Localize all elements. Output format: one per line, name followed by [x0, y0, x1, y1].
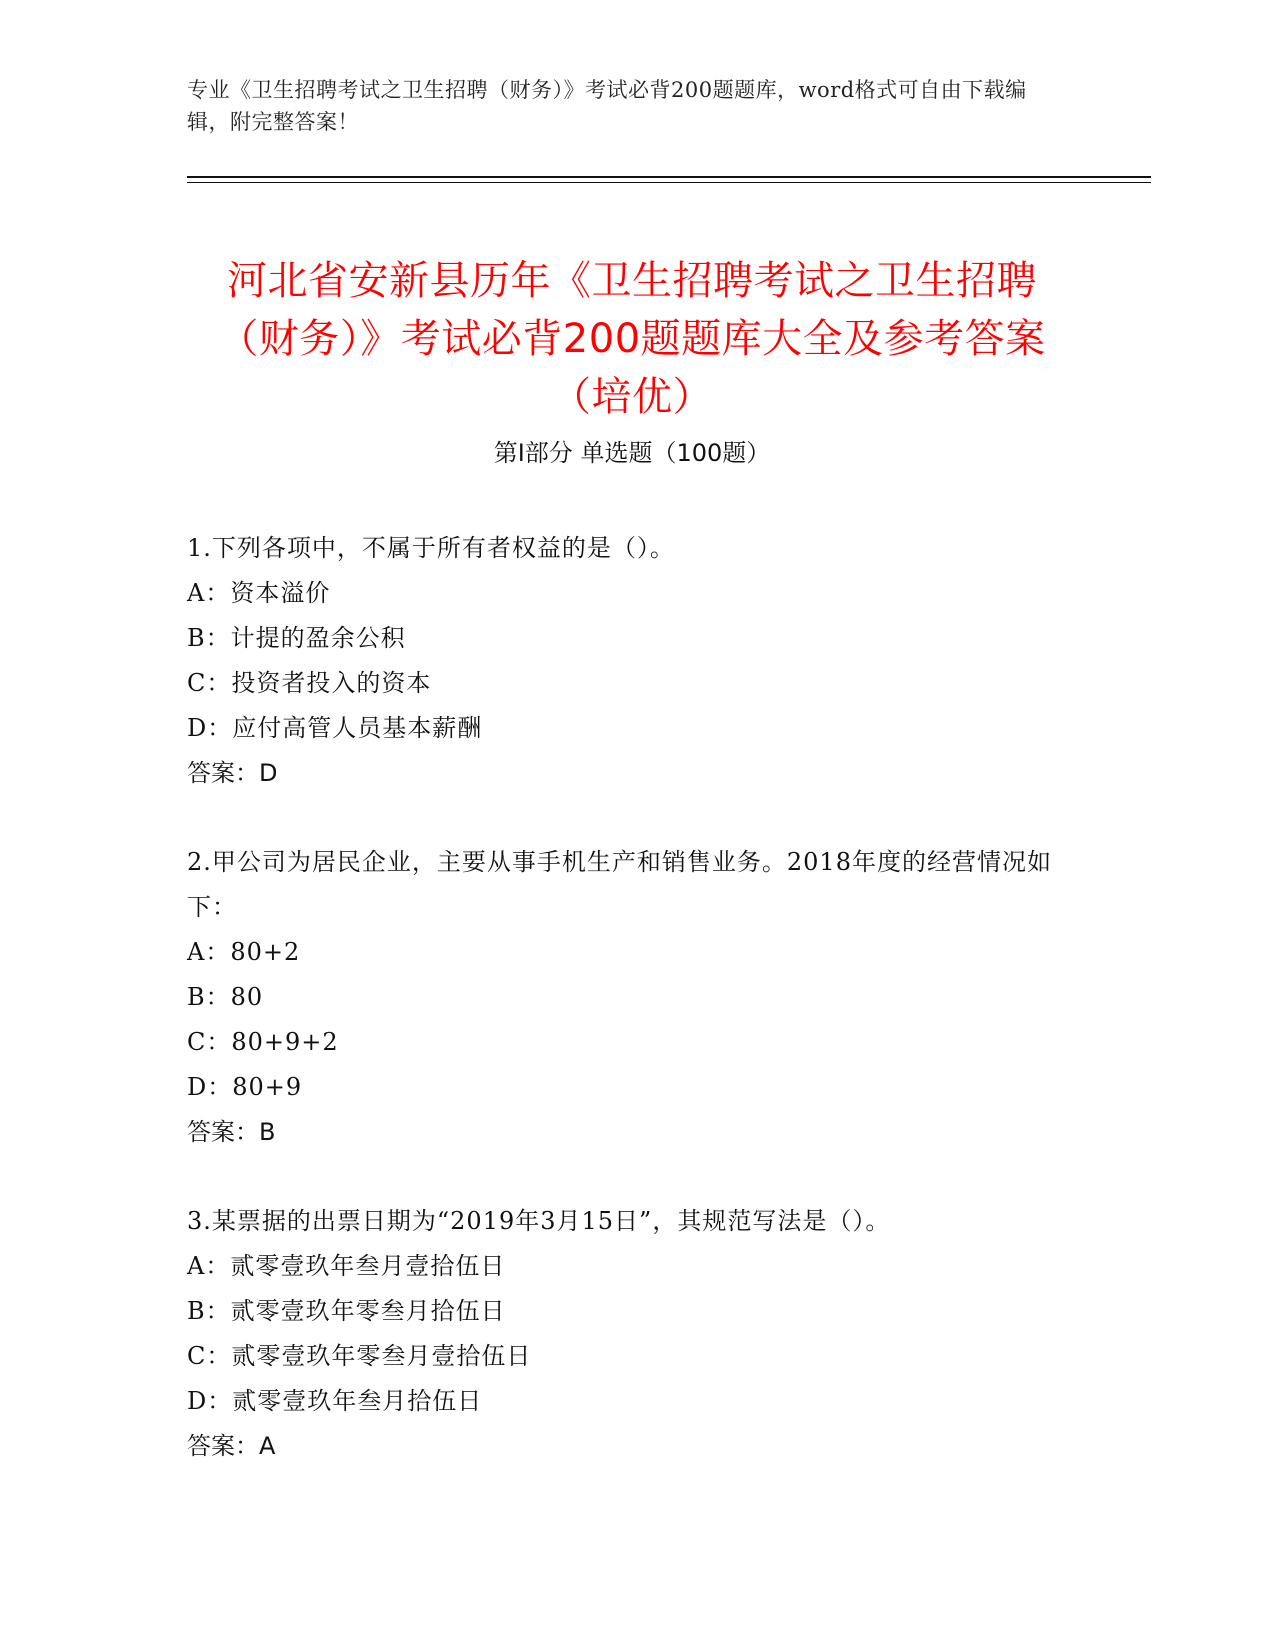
- option-c: C：投资者投入的资本: [187, 669, 432, 697]
- document-title: 河北省安新县历年《卫生招聘考试之卫生招聘（财务）》考试必背200题题库大全及参考答案（培优）: [218, 257, 1046, 420]
- question-stem: 2.甲公司为居民企业，主要从事手机生产和销售业务。2018年度的经营情况如下：: [187, 848, 1052, 921]
- question-2: [187, 840, 1077, 1155]
- header-divider-thin: [187, 182, 1151, 183]
- answer: 答案：B: [187, 1118, 276, 1146]
- option-d: D：80+9: [187, 1073, 303, 1101]
- question-list: [187, 526, 1077, 1513]
- option-b: B：80: [187, 983, 264, 1011]
- section-heading: 第I部分 单选题（100题）: [493, 439, 771, 467]
- option-a: A：80+2: [187, 938, 301, 966]
- answer: 答案：D: [187, 759, 278, 787]
- option-d: D：应付高管人员基本薪酬: [187, 714, 483, 742]
- option-a: A：贰零壹玖年叁月壹拾伍日: [187, 1252, 506, 1280]
- question-3: [187, 1199, 1077, 1469]
- question-stem: 1.下列各项中，不属于所有者权益的是（）。: [187, 534, 675, 562]
- answer: 答案：A: [187, 1432, 276, 1460]
- option-c: C：贰零壹玖年零叁月壹拾伍日: [187, 1342, 532, 1370]
- option-a: A：资本溢价: [187, 579, 331, 607]
- option-b: B：计提的盈余公积: [187, 624, 406, 652]
- option-d: D：贰零壹玖年叁月拾伍日: [187, 1387, 483, 1415]
- header-note: 专业《卫生招聘考试之卫生招聘（财务）》考试必背200题题库，word格式可自由下载编辑，附完整答案！: [187, 78, 1027, 134]
- header-divider-thick: [187, 176, 1151, 178]
- option-c: C：80+9+2: [187, 1028, 339, 1056]
- option-b: B：贰零壹玖年零叁月拾伍日: [187, 1297, 506, 1325]
- question-1: [187, 526, 1077, 796]
- question-stem: 3.某票据的出票日期为“2019年3月15日”，其规范写法是（）。: [187, 1207, 891, 1235]
